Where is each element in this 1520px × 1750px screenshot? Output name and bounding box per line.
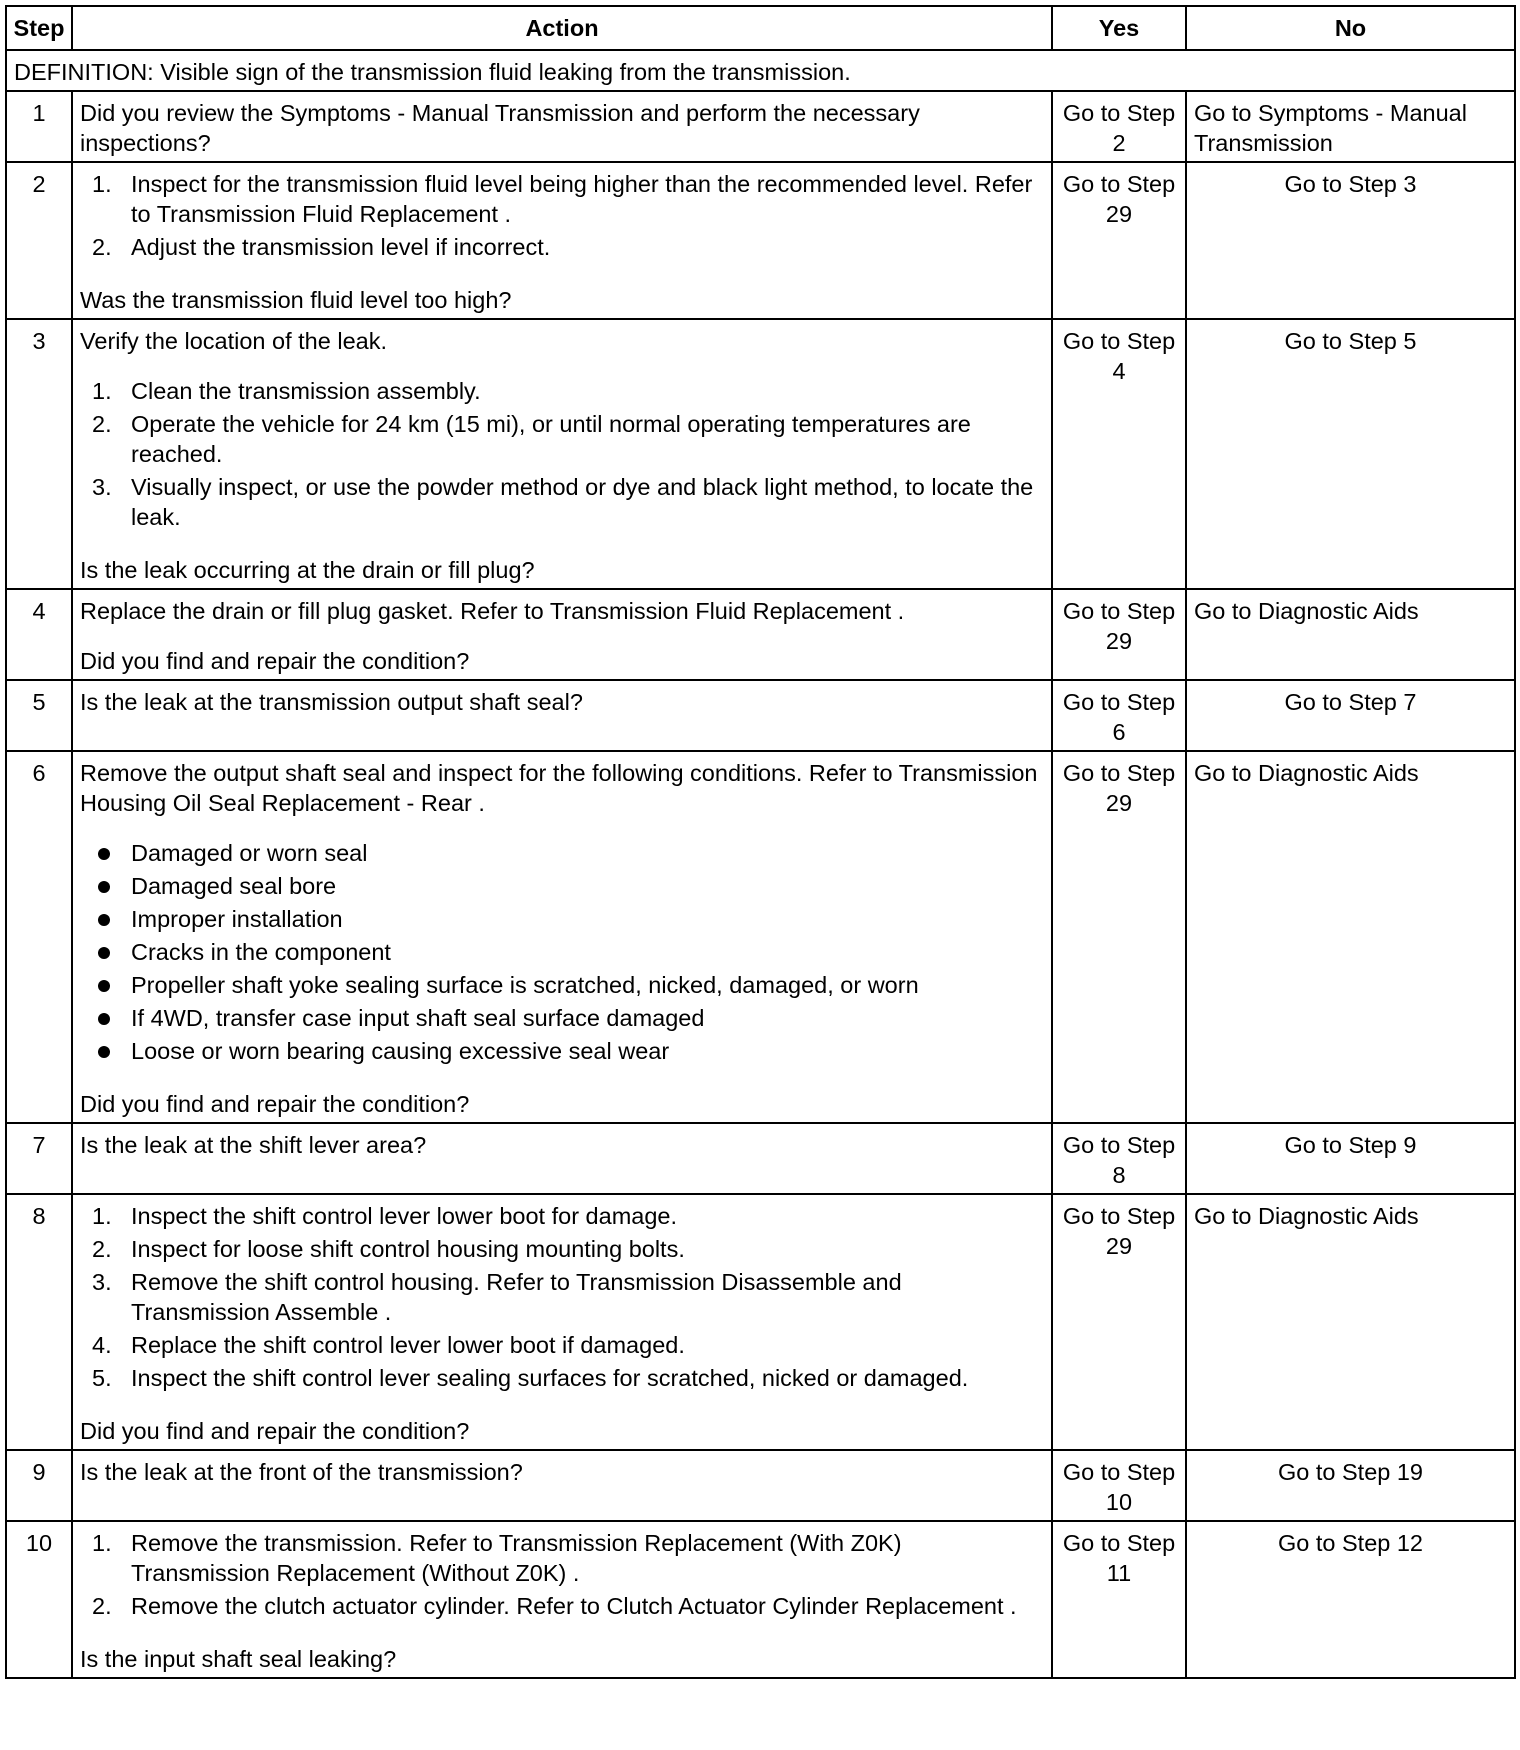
- yes-label: Go to Step: [1062, 100, 1176, 126]
- table-row: [6, 589, 1515, 680]
- list-item: Damaged or worn seal: [80, 838, 1044, 868]
- bullet-icon: [98, 980, 110, 992]
- question: Is the input shaft seal leaking?: [80, 1646, 397, 1672]
- list-item: Improper installation: [80, 904, 1044, 934]
- step-number: 2: [6, 162, 72, 319]
- yes-step: 29: [1105, 1233, 1133, 1259]
- list-item: 3. Visually inspect, or use the powder method or dye and black light method, to locate the leak.: [92, 474, 1034, 530]
- list-item: 3. Remove the shift control housing. Refer to Transmission Disassemble and Transmission Assemble .: [92, 1269, 902, 1325]
- no-cell: [1186, 91, 1515, 162]
- bullet-icon: [98, 848, 110, 860]
- question: Is the leak at the front of the transmission?: [80, 1459, 523, 1485]
- action-cell: [72, 1123, 1052, 1194]
- procedure-list: [80, 169, 1044, 262]
- no-cell: Go to Diagnostic Aids: [1186, 751, 1515, 1123]
- yes-step: 11: [1106, 1560, 1132, 1586]
- yes-label: Go to Step: [1062, 760, 1176, 786]
- yes-step: 29: [1105, 201, 1133, 227]
- question: Is the leak occurring at the drain or fill plug?: [80, 557, 535, 583]
- list-item: 1. Remove the transmission. Refer to Transmission Replacement (With Z0K) Transmission Replacement (Without Z0K) .: [92, 1530, 902, 1586]
- step-number: 9: [6, 1450, 72, 1521]
- intro-text: Replace the drain or fill plug gasket. Refer to Transmission Fluid Replacement .: [80, 598, 905, 624]
- yes-cell: [1052, 91, 1186, 162]
- yes-step: 4: [1112, 358, 1126, 384]
- list-item: 2. Inspect for loose shift control housing mounting bolts.: [92, 1236, 685, 1262]
- question: Did you find and repair the condition?: [80, 648, 470, 674]
- no-cell: Go to Step 12: [1186, 1521, 1515, 1678]
- table-row: [6, 680, 1515, 751]
- yes-cell: [1052, 1194, 1186, 1450]
- question: Is the leak at the transmission output shaft seal?: [80, 689, 583, 715]
- yes-step: 29: [1105, 628, 1133, 654]
- action-cell: [72, 1450, 1052, 1521]
- header-no: No: [1186, 6, 1515, 50]
- question: Was the transmission fluid level too high?: [80, 287, 512, 313]
- question: Is the leak at the shift lever area?: [80, 1132, 427, 1158]
- list-item: Propeller shaft yoke sealing surface is scratched, nicked, damaged, or worn: [80, 970, 1044, 1000]
- list-item: Cracks in the component: [80, 937, 1044, 967]
- header-step: Step: [6, 6, 72, 50]
- yes-label: Go to Step: [1062, 1132, 1176, 1158]
- definition-row: [6, 50, 1515, 91]
- procedure-list: [80, 1201, 1044, 1393]
- list-item: 1. Clean the transmission assembly.: [92, 378, 481, 404]
- procedure-list: [80, 376, 1044, 532]
- action-cell: [72, 162, 1052, 319]
- yes-step: 10: [1105, 1489, 1133, 1515]
- yes-label: Go to Step: [1062, 1530, 1176, 1556]
- yes-label: Go to Step: [1062, 598, 1176, 624]
- action-cell: [72, 91, 1052, 162]
- action-cell: [72, 589, 1052, 680]
- no-cell: Go to Step 5: [1186, 319, 1515, 589]
- yes-cell: [1052, 680, 1186, 751]
- yes-step: 8: [1112, 1162, 1126, 1188]
- yes-label: Go to Step: [1062, 1203, 1176, 1229]
- list-item: 2. Operate the vehicle for 24 km (15 mi), or until normal operating temperatures are reached.: [92, 411, 971, 467]
- list-item: Damaged seal bore: [80, 871, 1044, 901]
- action-cell: [72, 680, 1052, 751]
- yes-cell: [1052, 589, 1186, 680]
- step-number: 1: [6, 91, 72, 162]
- yes-label: Go to Step: [1062, 171, 1176, 197]
- bullet-icon: [98, 1013, 110, 1025]
- yes-step: 29: [1105, 790, 1133, 816]
- bullet-icon: [98, 947, 110, 959]
- list-item: 4. Replace the shift control lever lower boot if damaged.: [92, 1332, 685, 1358]
- no-cell: Go to Diagnostic Aids: [1186, 589, 1515, 680]
- table-row: [6, 162, 1515, 319]
- yes-label: Go to Step: [1062, 328, 1176, 354]
- action-cell: [72, 319, 1052, 589]
- question: Did you find and repair the condition?: [80, 1091, 470, 1117]
- step-number: 7: [6, 1123, 72, 1194]
- action-cell: [72, 751, 1052, 1123]
- step-number: 5: [6, 680, 72, 751]
- bullet-icon: [98, 1046, 110, 1058]
- no-cell: Go to Step 9: [1186, 1123, 1515, 1194]
- yes-cell: [1052, 319, 1186, 589]
- list-item: Loose or worn bearing causing excessive seal wear: [80, 1036, 1044, 1066]
- header-row: [6, 6, 1515, 50]
- action-cell: [72, 1194, 1052, 1450]
- yes-step: 6: [1112, 719, 1126, 745]
- intro-text: Remove the output shaft seal and inspect for the following conditions. Refer to Transmission Housing Oil Seal Replacement - Rear .: [80, 760, 1038, 816]
- list-item: 2. Remove the clutch actuator cylinder. Refer to Clutch Actuator Cylinder Replacement .: [92, 1593, 1017, 1619]
- no-cell: Go to Diagnostic Aids: [1186, 1194, 1515, 1450]
- question: Did you find and repair the condition?: [80, 1418, 470, 1444]
- no-cell: Go to Step 3: [1186, 162, 1515, 319]
- table-row: [6, 1521, 1515, 1678]
- step-number: 3: [6, 319, 72, 589]
- yes-label: Go to Step: [1062, 689, 1176, 715]
- no-label: Go to Symptoms - Manual: [1194, 100, 1467, 126]
- step-number: 4: [6, 589, 72, 680]
- header-yes: Yes: [1052, 6, 1186, 50]
- action-cell: [72, 1521, 1052, 1678]
- yes-cell: [1052, 1450, 1186, 1521]
- table-row: [6, 1194, 1515, 1450]
- step-number: 6: [6, 751, 72, 1123]
- table-row: [6, 91, 1515, 162]
- question: Did you review the Symptoms - Manual Transmission and perform the necessary inspections?: [80, 100, 920, 156]
- condition-list: [80, 838, 1044, 1066]
- no-label-cont: Transmission: [1194, 130, 1333, 156]
- table-row: [6, 319, 1515, 589]
- table-row: [6, 751, 1515, 1123]
- header-action: Action: [72, 6, 1052, 50]
- step-number: 8: [6, 1194, 72, 1450]
- list-item: 1. Inspect the shift control lever lower boot for damage.: [92, 1203, 678, 1229]
- list-item: 2. Adjust the transmission level if incorrect.: [92, 234, 551, 260]
- yes-cell: [1052, 162, 1186, 319]
- list-item: 1. Inspect for the transmission fluid level being higher than the recommended level. Refer to Transmission Fluid Replacement .: [92, 171, 1033, 227]
- yes-step: 2: [1112, 130, 1126, 156]
- procedure-list: [80, 1528, 1044, 1621]
- list-item: If 4WD, transfer case input shaft seal surface damaged: [80, 1003, 1044, 1033]
- table-row: [6, 1123, 1515, 1194]
- yes-cell: [1052, 1123, 1186, 1194]
- yes-cell: [1052, 1521, 1186, 1678]
- step-number: 10: [6, 1521, 72, 1678]
- yes-cell: [1052, 751, 1186, 1123]
- bullet-icon: [98, 881, 110, 893]
- list-item: 5. Inspect the shift control lever sealing surfaces for scratched, nicked or damaged.: [92, 1365, 969, 1391]
- diagnostic-table: [5, 5, 1516, 1679]
- bullet-icon: [98, 914, 110, 926]
- intro-text: Verify the location of the leak.: [80, 328, 387, 354]
- yes-label: Go to Step: [1062, 1459, 1176, 1485]
- no-cell: Go to Step 19: [1186, 1450, 1515, 1521]
- definition-text: DEFINITION: Visible sign of the transmission fluid leaking from the transmission.: [6, 50, 1515, 91]
- no-cell: Go to Step 7: [1186, 680, 1515, 751]
- table-row: [6, 1450, 1515, 1521]
